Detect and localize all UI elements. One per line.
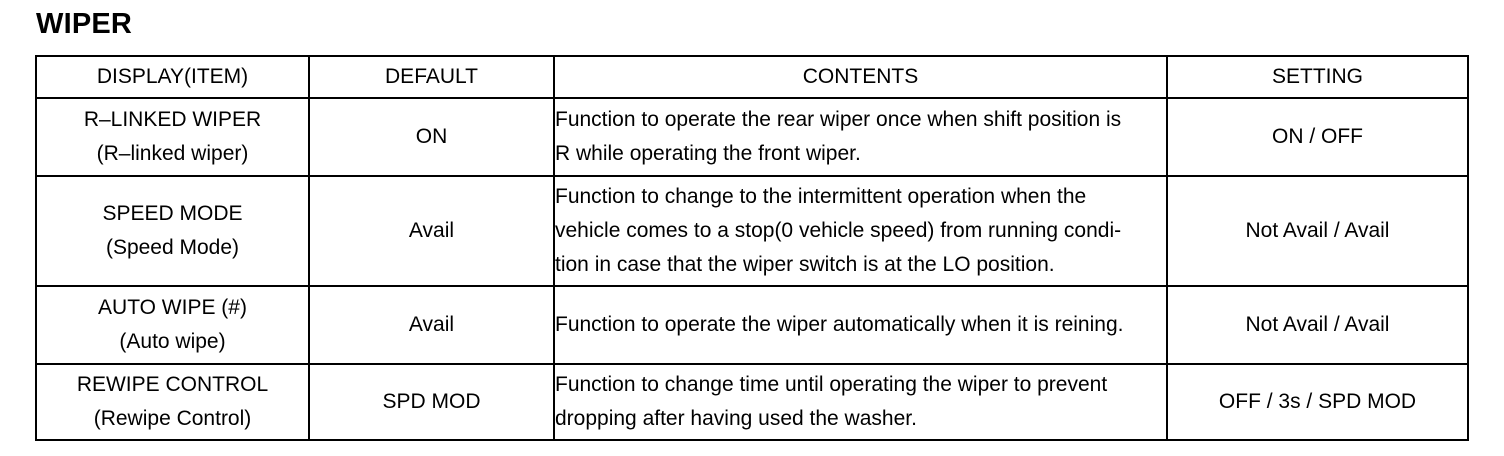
display-item-cell [36, 176, 309, 286]
display-item-cell [36, 98, 309, 176]
contents-line: dropping after having used the washer. [555, 407, 917, 430]
header-contents: CONTENTS [554, 56, 1167, 98]
item-subname: (Rewipe Control) [93, 407, 252, 430]
item-name: REWIPE CONTROL [76, 373, 269, 396]
item-subname: (Auto wipe) [119, 330, 226, 353]
item-name: R–LINKED WIPER [83, 108, 262, 131]
table-row [36, 98, 1468, 176]
display-item-cell [36, 364, 309, 440]
contents-line: R while operating the front wiper. [555, 142, 861, 165]
table-row [36, 176, 1468, 286]
table-row [36, 286, 1468, 364]
setting-value: Not Avail / Avail [1167, 176, 1468, 286]
default-value: ON [309, 98, 554, 176]
header-display-item: DISPLAY(ITEM) [36, 56, 309, 98]
contents-line: vehicle comes to a stop(0 vehicle speed) from running condi- [555, 219, 1122, 242]
contents-line: Function to change to the intermittent operation when the [555, 185, 1087, 208]
item-subname: (R–linked wiper) [96, 142, 249, 165]
header-setting: SETTING [1167, 56, 1468, 98]
item-name: AUTO WIPE (#) [98, 296, 247, 319]
table-row [36, 364, 1468, 440]
header-default: DEFAULT [309, 56, 554, 98]
setting-value: OFF / 3s / SPD MOD [1167, 364, 1468, 440]
item-name: SPEED MODE [102, 202, 243, 225]
default-value: SPD MOD [309, 364, 554, 440]
table-header-row [36, 56, 1468, 98]
page-title: WIPER [36, 8, 133, 40]
contents-cell [554, 286, 1167, 364]
contents-cell [554, 98, 1167, 176]
item-subname: (Speed Mode) [105, 236, 240, 259]
setting-value: Not Avail / Avail [1167, 286, 1468, 364]
contents-line: Function to operate the rear wiper once when shift position is [555, 108, 1122, 131]
setting-value: ON / OFF [1167, 98, 1468, 176]
display-item-cell [36, 286, 309, 364]
contents-line: Function to operate the wiper automatically when it is reining. [555, 313, 1124, 336]
default-value: Avail [309, 286, 554, 364]
default-value: Avail [309, 176, 554, 286]
contents-line: tion in case that the wiper switch is at the LO position. [555, 253, 1055, 276]
contents-cell [554, 176, 1167, 286]
contents-line: Function to change time until operating the wiper to prevent [555, 373, 1108, 396]
wiper-settings-table [35, 55, 1469, 441]
contents-cell [554, 364, 1167, 440]
